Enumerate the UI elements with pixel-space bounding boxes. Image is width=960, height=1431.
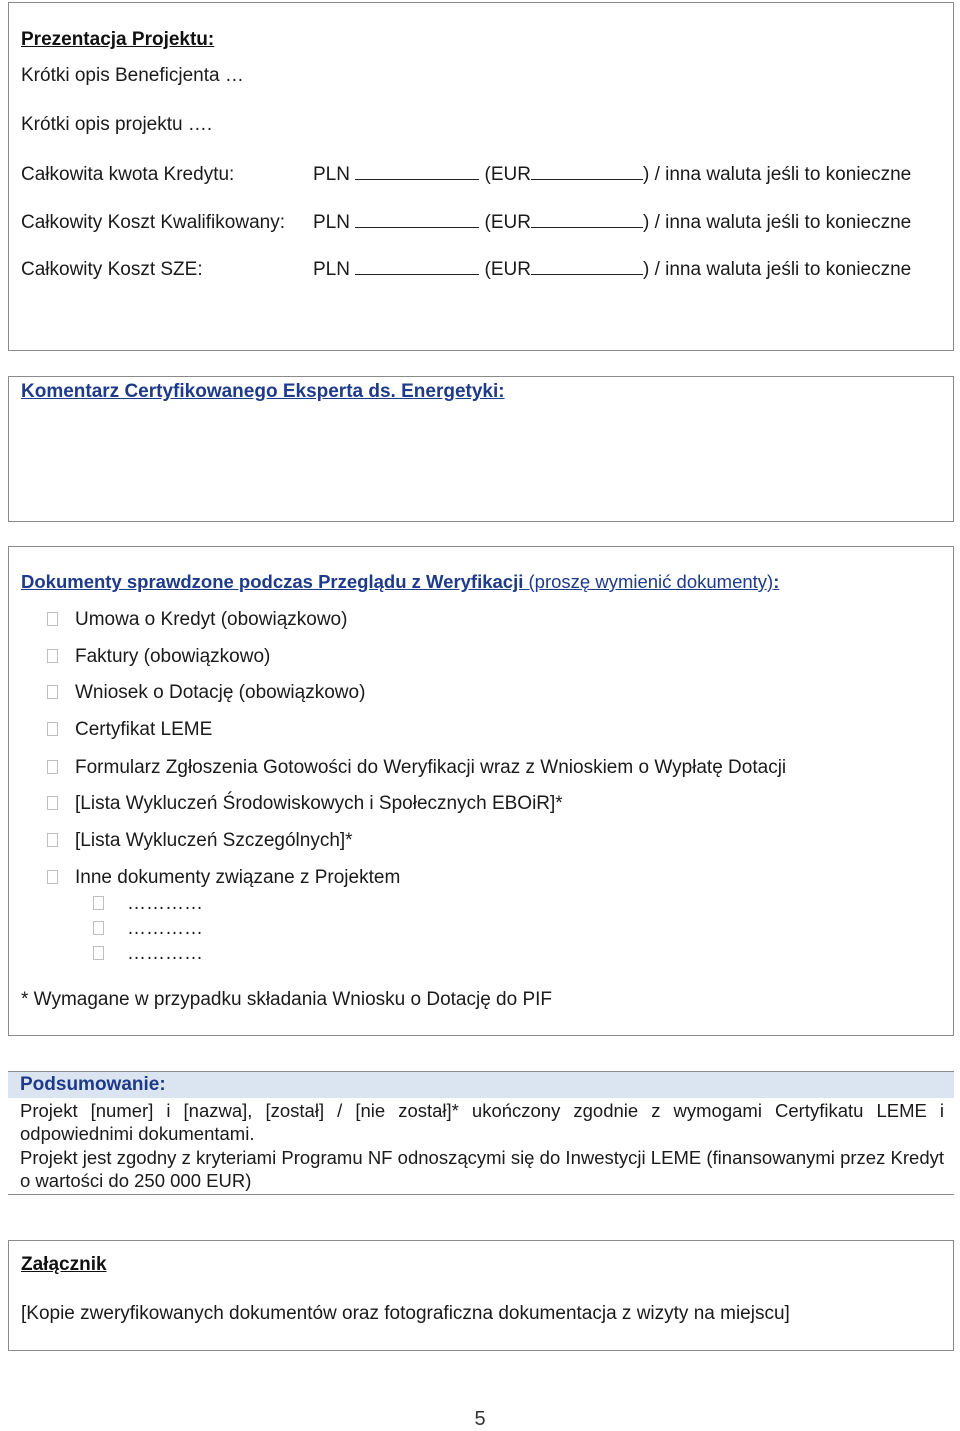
documents-footnote: * Wymagane w przypadku składania Wniosku o Dotację do PIF [21, 989, 553, 1010]
doc-item[interactable] [47, 646, 270, 668]
doc-item[interactable] [47, 867, 400, 889]
doc-item[interactable] [47, 719, 212, 741]
currency-note: ) / inna waluta jeśli to konieczne [642, 164, 912, 185]
attachment-heading: Załącznik [21, 1254, 107, 1275]
summary-divider [8, 1194, 954, 1195]
doc-item-label: Formularz Zgłoszenia Gotowości do Weryfikacji wraz z Wnioskiem o Wypłatę Dotacji [75, 757, 787, 778]
doc-sub-item[interactable] [93, 943, 203, 965]
checkbox-icon[interactable] [47, 612, 58, 626]
doc-item[interactable] [47, 830, 353, 852]
attachment-text: [Kopie zweryfikowanych dokumentów oraz fotograficzna dokumentacja z wizyty na miejscu] [21, 1303, 790, 1324]
beneficiary-description: Krótki opis Beneficjenta … [21, 65, 244, 86]
documents-box [8, 546, 954, 1036]
doc-item-label: Certyfikat LEME [75, 719, 213, 740]
documents-heading-note: (proszę wymienić dokumenty) [523, 571, 774, 592]
cost-row-sze [21, 256, 911, 281]
summary-heading: Podsumowanie: [20, 1074, 166, 1095]
documents-heading-bold: Dokumenty sprawdzone podczas Przeglądu z Weryfikacji [21, 571, 524, 592]
cost-row-label: Całkowita kwota Kredytu: [21, 164, 235, 185]
doc-item-label: [Lista Wykluczeń Szczególnych]* [75, 830, 353, 851]
doc-sub-item[interactable] [93, 893, 203, 915]
page-number: 5 [474, 1408, 486, 1430]
checkbox-icon[interactable] [47, 760, 58, 774]
doc-sub-item-label: ………… [127, 893, 203, 914]
doc-item-label: [Lista Wykluczeń Środowiskowych i Społecznych EBOiR]* [75, 793, 563, 814]
doc-item-label: Umowa o Kredyt (obowiązkowo) [75, 609, 348, 630]
checkbox-icon[interactable] [47, 685, 58, 699]
documents-heading-colon: : [773, 571, 780, 592]
checkbox-icon[interactable] [47, 833, 58, 847]
project-description: Krótki opis projektu …. [21, 114, 213, 135]
cost-row-label: Całkowity Koszt SZE: [21, 259, 203, 280]
summary-header-bar [8, 1071, 954, 1098]
cost-row-label: Całkowity Koszt Kwalifikowany: [21, 212, 285, 233]
cost-row-qualified [21, 209, 911, 234]
checkbox-icon[interactable] [47, 722, 58, 736]
doc-sub-item-label: ………… [127, 943, 203, 964]
eur-amount-field[interactable] [531, 209, 643, 228]
project-presentation-box [8, 2, 954, 351]
expert-comment-box[interactable] [8, 376, 954, 522]
checkbox-icon[interactable] [93, 946, 104, 960]
project-heading: Prezentacja Projektu: [21, 29, 215, 50]
checkbox-icon[interactable] [47, 870, 58, 884]
doc-sub-item-label: ………… [127, 918, 203, 939]
pln-amount-field[interactable] [355, 161, 479, 180]
pln-label: PLN [313, 164, 350, 185]
checkbox-icon[interactable] [93, 896, 104, 910]
checkbox-icon[interactable] [47, 649, 58, 663]
doc-item-label: Inne dokumenty związane z Projektem [75, 867, 401, 888]
eur-label: (EUR [484, 212, 531, 233]
documents-heading [21, 571, 779, 593]
summary-paragraph-1: Projekt [numer] i [nazwa], [został] / [nie został]* ukończony zgodnie z wymogami Certyfikatu LEME i odpowiednimi dokumentami. [20, 1100, 944, 1144]
attachment-box [8, 1240, 954, 1351]
doc-item-label: Faktury (obowiązkowo) [75, 646, 271, 667]
summary-paragraph-2: Projekt jest zgodny z kryteriami Programu NF odnoszącymi się do Inwestycji LEME (finansowanymi przez Kredyt o wartości do 250 000 EUR) [20, 1147, 944, 1191]
pln-amount-field[interactable] [355, 256, 479, 275]
doc-sub-item[interactable] [93, 918, 203, 940]
eur-label: (EUR [484, 259, 531, 280]
doc-item-label: Wniosek o Dotację (obowiązkowo) [75, 682, 366, 703]
doc-item[interactable] [47, 757, 786, 779]
doc-item[interactable] [47, 609, 347, 631]
expert-comment-heading: Komentarz Certyfikowanego Eksperta ds. Energetyki: [21, 381, 505, 402]
currency-note: ) / inna waluta jeśli to konieczne [642, 259, 912, 280]
checkbox-icon[interactable] [93, 921, 104, 935]
eur-amount-field[interactable] [531, 161, 643, 180]
eur-amount-field[interactable] [531, 256, 643, 275]
eur-label: (EUR [484, 164, 531, 185]
doc-item[interactable] [47, 682, 365, 704]
pln-amount-field[interactable] [355, 209, 479, 228]
pln-label: PLN [313, 259, 350, 280]
pln-label: PLN [313, 212, 350, 233]
checkbox-icon[interactable] [47, 796, 58, 810]
cost-row-credit [21, 161, 911, 186]
doc-item[interactable] [47, 793, 563, 815]
currency-note: ) / inna waluta jeśli to konieczne [642, 212, 912, 233]
